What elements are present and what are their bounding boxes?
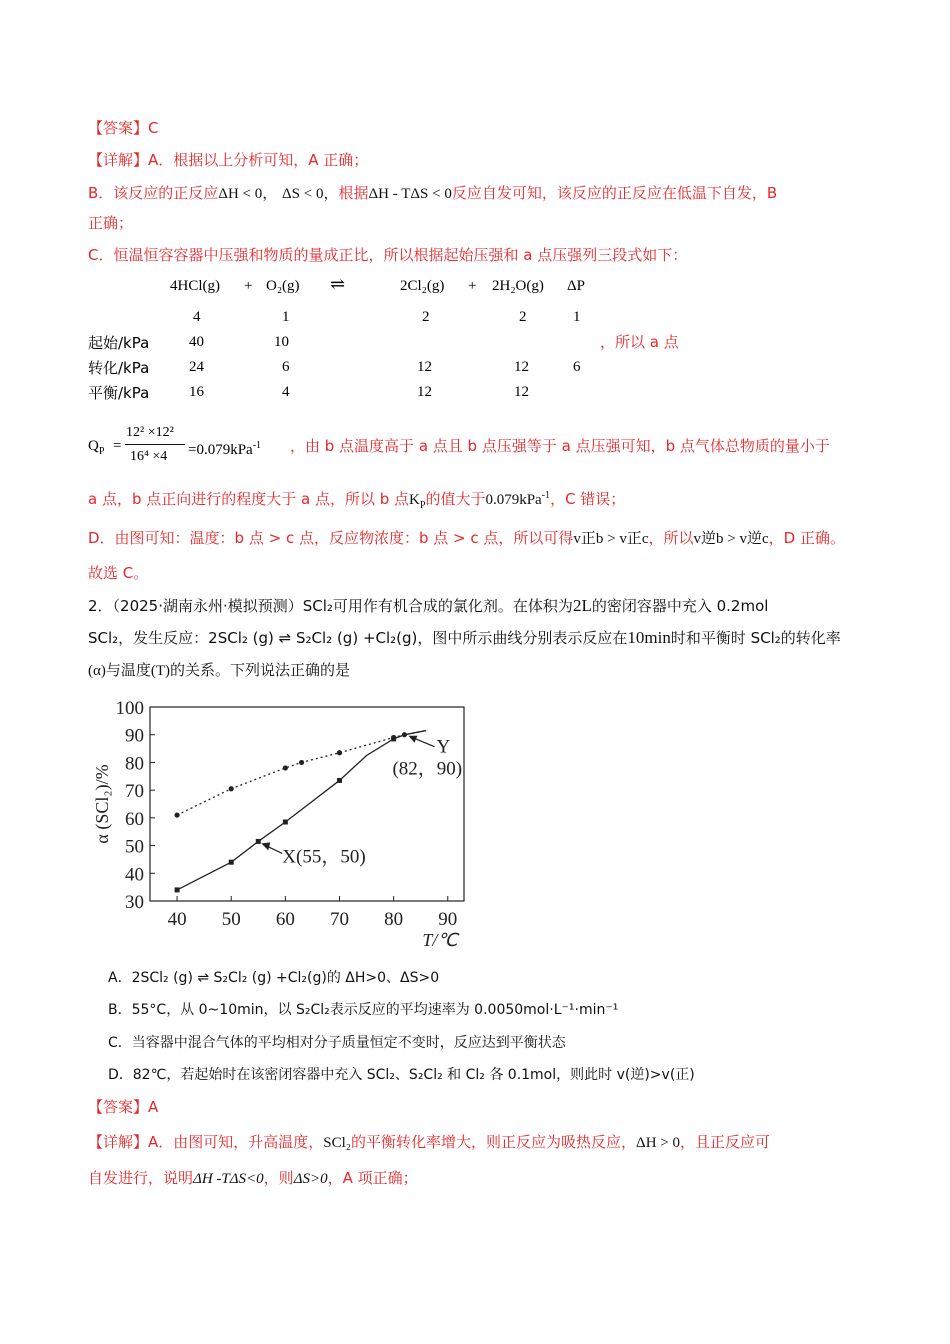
y-tick-label: 100 [115,698,144,719]
option-d[interactable]: D．82℃，若起始时在该密闭容器中充入 SCl₂、S₂Cl₂ 和 Cl₂ 各 0.1mol，则此时 v(逆)>v(正) [108,1067,695,1083]
k-text3: ，C 错误； [550,490,626,508]
point-Y [283,765,288,770]
q2-volume: 2L [572,596,592,615]
answer-line-1 [88,118,159,138]
answer-label: 【答案】 [88,119,149,137]
explain-label: 【详解】 [88,151,149,169]
qp-denominator: 16⁴ ×4 [130,449,168,464]
q2-text2: 的密闭容器中充入 0.2mol [591,597,769,615]
y-tick-label: 70 [125,781,144,803]
answer-label: 【答案】 [88,1098,149,1116]
row-label-equilibrium: 平衡/kPa [88,384,150,402]
math-dh: ΔH < 0， [218,186,278,202]
explain-line-b [88,183,777,204]
label-82-90: (82，90) [392,758,463,780]
qp-fraction-bar [125,444,185,445]
y-axis-label: α (SCl₂)/% [92,764,112,844]
explain-line-b-cont: 正确； [88,214,134,232]
cell: 12 [417,384,432,400]
row-note: ，所以 a 点 [600,333,679,351]
e2-text6: ，A 项正确； [327,1169,418,1187]
q2-text: 2．（2025·湖南永州·模拟预测）SCl₂可用作有机合成的氯化剂。在体积为 [88,597,573,615]
conclusion: 故选 C。 [88,564,149,582]
eq-dp: ΔP [567,278,585,294]
explain-line-a [88,150,368,170]
d-text3: ，D 正确。 [768,529,845,547]
explain-line-d [88,528,845,549]
y-tick-label: 80 [125,753,144,775]
k-text: a 点，b 点正向进行的程度大于 a 点，所以 b 点 [88,490,410,508]
point-X [229,860,234,865]
k-symbol: $K_P$ [409,492,426,511]
conversion-chart [88,690,488,952]
e2-scl2: SCl₂ [323,1135,352,1151]
cell: 12 [417,359,432,375]
cell: 24 [189,359,204,375]
point-X [337,778,342,783]
x-axis-label: T/℃ [422,930,458,950]
option-b[interactable]: B．55°C，从 0~10min，以 S₂Cl₂表示反应的平均速率为 0.0050mol·L⁻¹·min⁻¹ [108,1002,619,1018]
point-X [256,839,261,844]
x-tick-label: 60 [275,909,295,930]
explain-b-text3: 反应自发可知，该反应的正反应在低温下自发，B [451,184,778,202]
x-tick-label: 80 [384,909,404,930]
option-a[interactable]: A．2SCl₂ (g) ⇌ S₂Cl₂ (g) +Cl₂(g)的 ΔH>0、ΔS>0 [108,970,440,986]
coef-cl2: 2 [422,309,430,325]
point-X [391,736,396,741]
q2-time: 10min [627,628,671,647]
q2-T: (T) [150,663,171,679]
explain-line-k [88,486,625,516]
point-Y [299,760,304,765]
cell: 40 [189,334,204,350]
explain-label: 【详解】 [88,1133,149,1151]
eq-h2o: 2H₂O(g) [492,278,544,294]
eq-cl2: 2Cl₂(g) [400,278,445,294]
e2-dh: ΔH > 0 [636,1135,680,1151]
e2-text5: ，则 [263,1169,294,1187]
q2-text3: 时和平衡时 SCl₂的转化率 [670,629,841,647]
explain-b-text2: 根据 [338,184,369,202]
cell: 16 [189,384,204,400]
explain-a-text: A．根据以上分析可知，A 正确； [148,151,369,169]
d-rate-2: v逆b > v逆c [693,531,769,547]
math-ds: ΔS < 0， [282,186,339,202]
option-c[interactable]: C．当容器中混合气体的平均相对分子质量恒定不变时，反应达到平衡状态 [108,1035,566,1051]
point-X [175,887,180,892]
eq-equilibrium-arrow: ⇌ [330,274,346,294]
row-label-change: 转化/kPa [88,359,150,377]
y-tick-label: 50 [125,836,144,858]
explain-line-c: C．恒温恒容容器中压强和物质的量成正比，所以根据起始压强和 a 点压强列三段式如下： [88,246,688,264]
answer-value: C [148,119,159,137]
cell: 10 [274,334,289,350]
e2-text: A．由图可知，升高温度， [148,1133,324,1151]
qp-rhs: =0.079kPa$^{-1}$ [188,440,262,458]
eq-o2: O₂(g) [266,278,300,294]
row-label-start: 起始/kPa [88,334,150,352]
coef-dp: 1 [573,309,581,325]
point-Y [337,750,342,755]
x-tick-label: 40 [167,909,187,930]
x-tick-label: 90 [438,909,458,930]
qp-lhs: $Q_P$ [88,438,105,457]
coef-hcl: 4 [193,309,201,325]
e2-text2: 的平衡转化率增大，则正反应为吸热反应， [351,1133,637,1151]
point-Y [174,812,179,817]
arrowhead-x [261,842,270,850]
point-Y [229,786,234,791]
label-X: X(55，50) [282,846,366,868]
q2-text5: 的关系。下列说法正确的是 [170,661,351,679]
d-text: D．由图可知：温度：b 点 > c 点，反应物浓度：b 点 > c 点，所以可得 [88,529,574,547]
y-tick-label: 60 [125,808,144,830]
q2-alpha: (α) [88,663,106,679]
point-X [283,820,288,825]
eq-plus-1: + [244,278,253,294]
coef-o2: 1 [282,309,290,325]
qp-text: ，由 b 点温度高于 a 点且 b 点压强等于 a 点压强可知，b 点气体总物质的量小于 [290,437,830,455]
k-value: 0.079kPa$^{-1}$ [485,490,551,508]
qp-equals: = [113,438,122,454]
explain-b-text: B．该反应的正反应 [88,184,219,202]
math-dg: ΔH - TΔS < 0 [368,186,452,202]
explain2-line-1 [88,1132,770,1153]
explain2-line-2 [88,1168,418,1189]
coef-h2o: 2 [519,309,527,325]
cell: 4 [282,384,290,400]
question-2-line-3 [88,660,350,681]
e2-text3: ，且正反应可 [680,1133,771,1151]
y-tick-label: 30 [125,892,144,913]
answer-value: A [148,1098,159,1116]
series-line-Y [177,731,426,816]
e2-ds: ΔS>0 [293,1171,328,1187]
answer-line-2 [88,1097,158,1117]
cell: 12 [514,359,529,375]
cell: 6 [282,359,290,375]
k-text2: 的值大于 [425,490,486,508]
x-tick-label: 70 [329,909,349,930]
d-text2: ，所以 [648,529,694,547]
label-Y: Y [436,736,451,758]
eq-hcl: 4HCl(g) [170,278,220,294]
e2-dg: ΔH -TΔS<0 [193,1171,264,1187]
y-tick-label: 40 [125,864,144,886]
qp-numerator: 12² ×12² [126,425,174,440]
q2-reaction: SCl₂，发生反应：2SCl₂ (g) ⇌ S₂Cl₂ (g) +Cl₂(g)，图中所示曲线分别表示反应在 [88,629,628,647]
d-rate-1: v正b > v正c [573,531,649,547]
cell: 12 [514,384,529,400]
cell: 6 [573,359,581,375]
y-tick-label: 90 [125,725,144,747]
question-2-line-1 [88,596,768,616]
e2-text4: 自发进行，说明 [88,1169,194,1187]
eq-plus-2: + [468,278,477,294]
q2-text4: 与温度 [105,661,151,679]
question-2-line-2 [88,628,841,648]
x-tick-label: 50 [221,909,241,930]
